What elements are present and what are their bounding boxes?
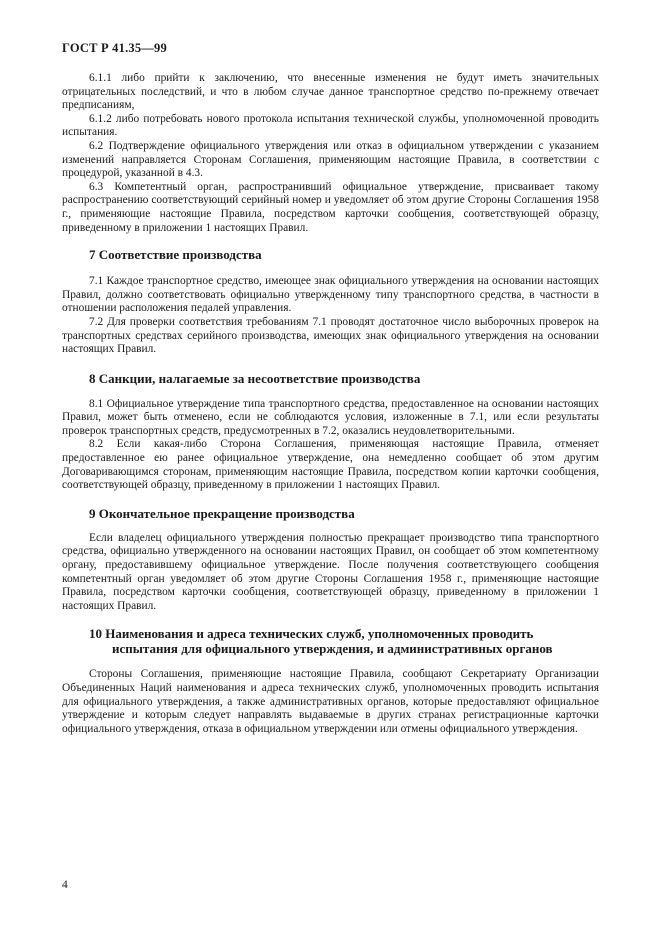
paragraph-7-1: 7.1 Каждое транспортное средство, имеющее знак официального утверждения на основании настоящих Правил, должно соответствовать официально утвержденному типу транспортного средства, в частности в отношении расположения педалей управления.: [62, 275, 599, 315]
paragraph-7-2: 7.2 Для проверки соответствия требованиям 7.1 проводят достаточное число выборочных проверок на транспортных средствах серийного производства, имеющих знак официального утверждения на основании настоящих Правил.: [62, 315, 599, 356]
paragraph-10: Стороны Соглашения, применяющие настоящие Правила, сообщают Секретариату Организации Объединенных Наций наименования и адреса технических служб, уполномоченных проводить испытания для официального утверждения, а также административных органов, которые предоставляют официальное утверждение и которым следует направлять выдаваемые в других странах регистрационные карточки официального утверждения, отказа в официальном утверждении или отмены официального утверждения.: [62, 668, 599, 735]
document-body: [62, 72, 599, 736]
paragraph-6-2: 6.2 Подтверждение официального утверждения или отказ в официальном утверждении с указанием изменений направляется Сторонам Соглашения, применяющим настоящие Правила, в соответствии с процедурой, указанной в 4.3.: [62, 139, 599, 180]
section-9-title: 9 Окончательное прекращение производства: [89, 505, 355, 521]
paragraph-9: Если владелец официального утверждения полностью прекращает производство типа транспортного средства, официально утвержденного на основании настоящих Правил, он сообщает об этом компетентному органу, предоставившему официальное утверждение. После получения соответствующего сообщения компетентный орган уведомляет об этом другие Стороны Соглашения 1958 г., применяющие настоящие Правила, посредством карточки сообщения, соответствующей образцу, приведенному в приложении 1 настоящих Правил.: [62, 531, 599, 612]
paragraph-6-1-1: 6.1.1 либо прийти к заключению, что внесенные изменения не будут иметь значительных отрицательных последствий, и что в любом случае данное транспортное средство по-прежнему отвечает предписаниям,: [62, 72, 599, 112]
page-number: 4: [62, 879, 68, 891]
paragraph-6-1-2: 6.1.2 либо потребовать нового протокола испытания технической службы, уполномоченной проводить испытания.: [62, 112, 599, 139]
section-10-title: 10 Наименования и адреса технических служб, уполномоченных проводить испытания для официального утверждения, и административных органов: [89, 626, 553, 657]
paragraph-6-3: 6.3 Компетентный орган, распространивший официальное утверждение, присваивает такому распространению соответствующий серийный номер и уведомляет об этом другие Стороны Соглашения 1958 г., применяющие настоящие Правила, посредством карточки сообщения, соответствующей образцу, приведенному в приложении 1 настоящих Правил.: [62, 180, 599, 234]
paragraph-8-1: 8.1 Официальное утверждение типа транспортного средства, предоставленное на основании настоящих Правил, может быть отменено, если не соблюдаются условия, изложенные в 7.1, или если результаты проверок транспортных средств, предусмотренных в 7.2, оказались неудовлетворительными.: [62, 397, 599, 437]
section-8-title: 8 Санкции, налагаемые за несоответствие производства: [89, 370, 421, 386]
section-7-title: 7 Соответствие производства: [89, 247, 262, 263]
document-header: ГОСТ Р 41.35—99: [62, 41, 167, 55]
paragraph-8-2: 8.2 Если какая-либо Сторона Соглашения, применяющая настоящие Правила, отменяет предоставленное ею ранее официальное утверждение, она немедленно сообщает об этом другим Договаривающимся сторонам, применяющим настоящие Правила, посредством копии карточки сообщения, соответствующей образцу, приведенному в приложении 1 настоящих Правил.: [62, 438, 599, 492]
